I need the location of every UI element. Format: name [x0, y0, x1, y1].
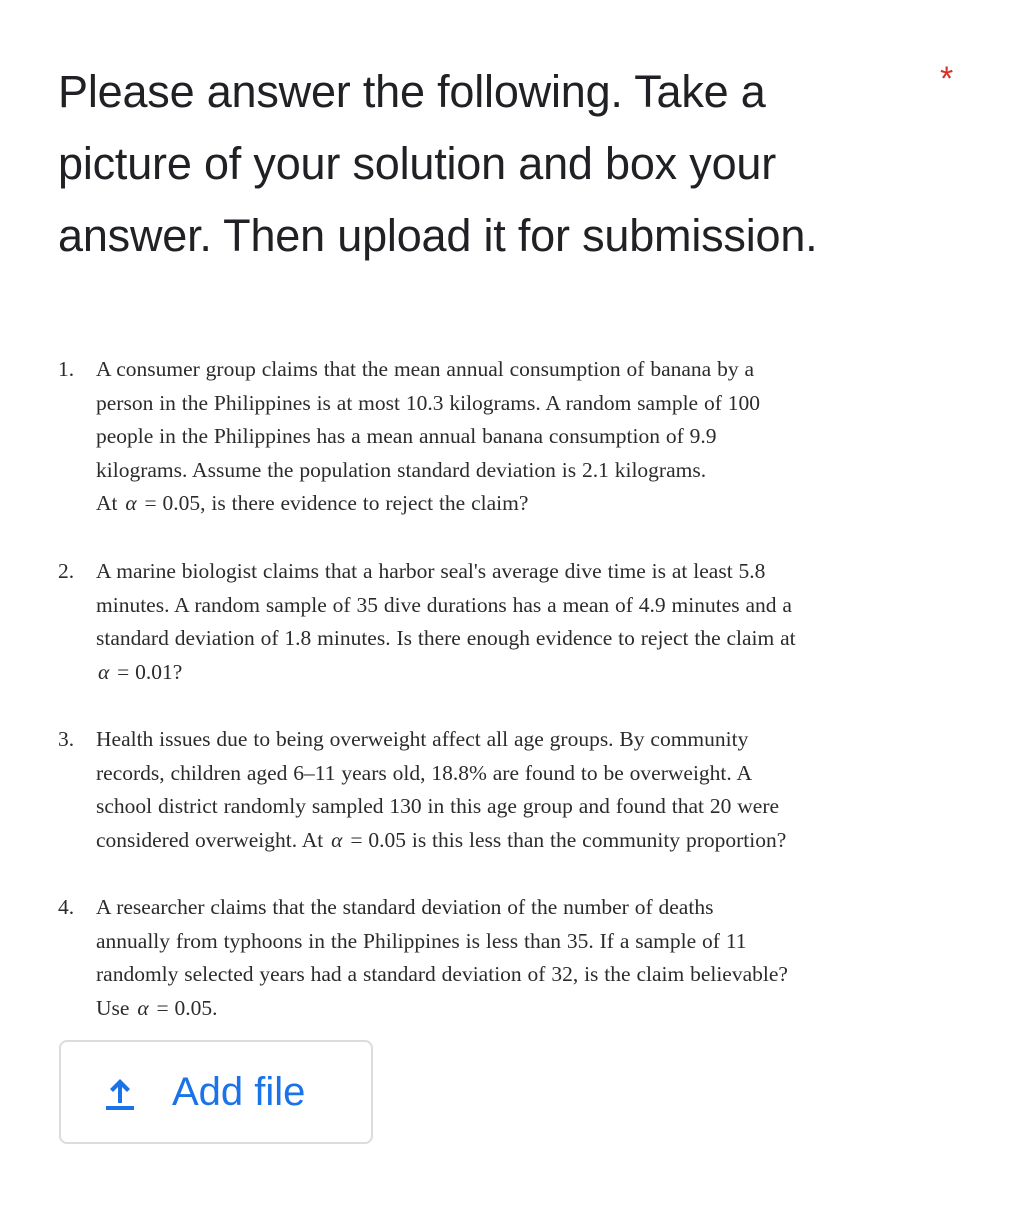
problem-text-line: A marine biologist claims that a harbor seal's average dive time is at least 5.8: [96, 559, 766, 583]
alpha-prefix: Use: [96, 995, 130, 1020]
problem-item: [50, 555, 796, 689]
problem-alpha-line: [96, 656, 796, 690]
problem-text-line: annually from typhoons in the Philippines is less than 35. If a sample of 11: [96, 928, 747, 953]
problem-text-line: Health issues due to being overweight affect all age groups. By community: [96, 727, 749, 751]
required-asterisk: *: [940, 60, 954, 98]
question-title-line: picture of your solution and box your: [58, 138, 777, 189]
alpha-suffix: = 0.05 is this less than the community proportion?: [350, 827, 787, 852]
problem-text-line: standard deviation of 1.8 minutes. Is there enough evidence to reject the claim at: [96, 626, 796, 651]
problem-number: 3.: [58, 727, 75, 751]
problem-item: [50, 891, 788, 1025]
add-file-label: Add file: [172, 1070, 306, 1114]
alpha-suffix: = 0.05, is there evidence to reject the claim?: [144, 491, 529, 516]
upload-icon: [103, 1076, 137, 1112]
problem-item: [50, 723, 786, 857]
alpha-suffix: = 0.01?: [117, 659, 183, 684]
alpha-symbol: α: [137, 995, 149, 1020]
problem-text-line: randomly selected years had a standard deviation of 32, is the claim believable?: [96, 962, 788, 987]
problem-text-line: A consumer group claims that the mean annual consumption of banana by a: [96, 357, 754, 381]
problem-text-line: minutes. A random sample of 35 dive durations has a mean of 4.9 minutes and a: [96, 592, 792, 617]
problem-alpha-line: [96, 824, 786, 858]
problem-text-line: school district randomly sampled 130 in this age group and found that 20 were: [96, 794, 780, 819]
alpha-symbol: α: [125, 491, 137, 516]
problem-item: [50, 353, 760, 521]
problem-text-line: people in the Philippines has a mean annual banana consumption of 9.9: [96, 424, 717, 449]
question-title: [58, 56, 898, 272]
problem-text-line: kilograms. Assume the population standard deviation is 2.1 kilograms.: [96, 457, 707, 482]
question-title-line: Please answer the following. Take a: [58, 66, 766, 117]
problem-number: 4.: [58, 895, 75, 919]
problem-text-line: records, children aged 6–11 years old, 18.8% are found to be overweight. A: [96, 760, 752, 785]
problem-number: 2.: [58, 559, 75, 583]
alpha-prefix: considered overweight. At: [96, 827, 324, 852]
problem-text-line: A researcher claims that the standard deviation of the number of deaths: [96, 895, 714, 919]
alpha-symbol: α: [331, 827, 343, 852]
alpha-suffix: = 0.05.: [156, 995, 218, 1020]
problem-alpha-line: [96, 487, 760, 521]
problem-alpha-line: [96, 992, 788, 1026]
alpha-symbol: α: [98, 659, 110, 684]
question-title-line: answer. Then upload it for submission.: [58, 210, 818, 261]
problem-text-line: person in the Philippines is at most 10.3 kilograms. A random sample of 100: [96, 390, 760, 415]
problem-number: 1.: [58, 357, 75, 381]
add-file-button[interactable]: [59, 1040, 373, 1144]
alpha-prefix: At: [96, 491, 118, 516]
